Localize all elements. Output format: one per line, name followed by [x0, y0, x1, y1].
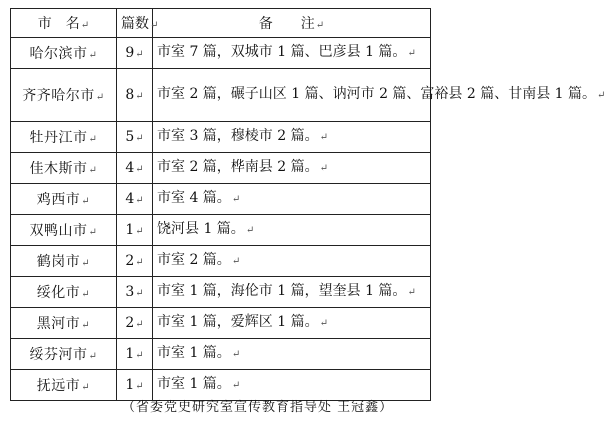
paragraph-mark-icon: ↵: [150, 20, 159, 31]
table-row: [11, 246, 431, 277]
notes-cell: [153, 69, 605, 122]
paragraph-mark-icon: ↵: [135, 257, 144, 268]
notes-text: 市室 7 篇，双城市 1 篇、巴彦县 1 篇。: [157, 44, 407, 60]
paragraph-mark-icon: ↵: [135, 288, 144, 299]
paragraph-mark-icon: ↵: [88, 50, 98, 61]
table-row: [11, 153, 431, 184]
notes-cell: [153, 38, 431, 69]
city-name: 绥化市: [36, 285, 81, 301]
paragraph-mark-icon: ↵: [88, 165, 98, 176]
article-count: 5: [125, 129, 135, 145]
article-count: 2: [125, 253, 135, 269]
notes-text: 市室 2 篇，桦南县 2 篇。: [157, 159, 319, 175]
count-cell: [117, 38, 153, 69]
notes-text: 饶河县 1 篇。: [157, 221, 245, 237]
header-cell-count: [117, 9, 159, 38]
paragraph-mark-icon: ↵: [88, 227, 98, 238]
notes-text: 市室 1 篇。: [157, 376, 231, 392]
city-cell: [11, 277, 117, 308]
notes-cell: [153, 277, 431, 308]
count-cell: [117, 246, 153, 277]
notes-cell: [153, 215, 431, 246]
city-cell: [11, 153, 117, 184]
notes-cell: [153, 246, 431, 277]
paragraph-mark-icon: ↵: [319, 132, 329, 143]
count-cell: [117, 122, 153, 153]
paragraph-mark-icon: ↵: [315, 20, 325, 31]
paragraph-mark-icon: ↵: [135, 195, 144, 206]
count-cell: [117, 308, 153, 339]
paragraph-mark-icon: ↵: [231, 380, 241, 391]
notes-text: 市室 1 篇，海伦市 1 篇，望奎县 1 篇。: [157, 283, 407, 299]
city-cell: [11, 308, 117, 339]
article-count: 1: [125, 222, 135, 238]
paragraph-mark-icon: ↵: [81, 196, 91, 207]
paragraph-mark-icon: ↵: [135, 49, 144, 60]
count-cell: [117, 69, 153, 122]
paragraph-mark-icon: ↵: [231, 256, 241, 267]
city-name: 绥芬河市: [29, 347, 88, 363]
city-name: 黑河市: [36, 316, 81, 332]
paragraph-mark-icon: ↵: [135, 319, 144, 330]
city-name: 牡丹江市: [29, 130, 88, 146]
article-count: 2: [125, 315, 135, 331]
paragraph-mark-icon: ↵: [407, 287, 416, 298]
notes-cell: [153, 153, 431, 184]
header-cell-notes: [153, 9, 431, 38]
city-cell: [11, 122, 117, 153]
paragraph-mark-icon: ↵: [81, 258, 91, 269]
paragraph-mark-icon: ↵: [135, 226, 144, 237]
paragraph-mark-icon: ↵: [135, 133, 144, 144]
city-name: 鸡西市: [36, 192, 81, 208]
paragraph-mark-icon: ↵: [597, 90, 605, 101]
header-notes-label: 备 注: [258, 16, 315, 32]
notes-text: 市室 2 篇，碾子山区 1 篇、讷河市 2 篇、富裕县 2 篇、甘南县 1 篇。: [157, 86, 597, 102]
paragraph-mark-icon: ↵: [95, 92, 105, 103]
article-count: 8: [125, 87, 135, 103]
article-count: 9: [125, 45, 135, 61]
table-header-row: [11, 9, 431, 38]
table-row: [11, 69, 431, 122]
city-name: 佳木斯市: [29, 161, 88, 177]
article-count: 3: [125, 284, 135, 300]
city-cell: [11, 184, 117, 215]
paragraph-mark-icon: ↵: [135, 381, 144, 392]
paragraph-mark-icon: ↵: [135, 164, 144, 175]
table-row: [11, 277, 431, 308]
city-cell: [11, 69, 117, 122]
paragraph-mark-icon: ↵: [135, 91, 144, 102]
city-cell: [11, 370, 117, 401]
table-row: [11, 38, 431, 69]
header-city-label: 市 名: [37, 16, 80, 32]
paragraph-mark-icon: ↵: [88, 134, 98, 145]
notes-cell: [153, 308, 431, 339]
city-cell: [11, 38, 117, 69]
notes-text: 市室 1 篇，爱辉区 1 篇。: [157, 314, 319, 330]
city-name: 鹤岗市: [36, 254, 81, 270]
notes-text: 市室 2 篇。: [157, 252, 231, 268]
notes-text: 市室 4 篇。: [157, 190, 231, 206]
paragraph-mark-icon: ↵: [81, 320, 91, 331]
paragraph-mark-icon: ↵: [231, 194, 241, 205]
table-row: [11, 215, 431, 246]
attribution-footer: （省委党史研究室宣传教育指导处 王冠鑫）: [122, 400, 394, 415]
paragraph-mark-icon: ↵: [407, 48, 416, 59]
table-row: [11, 308, 431, 339]
paragraph-mark-icon: ↵: [88, 351, 98, 362]
article-count: 4: [125, 191, 135, 207]
paragraph-mark-icon: ↵: [81, 289, 91, 300]
table-row: [11, 122, 431, 153]
city-cell: [11, 246, 117, 277]
count-cell: [117, 339, 153, 370]
count-cell: [117, 215, 153, 246]
city-cell: [11, 339, 117, 370]
paragraph-mark-icon: ↵: [319, 318, 329, 329]
notes-text: 市室 1 篇。: [157, 345, 231, 361]
paragraph-mark-icon: ↵: [80, 20, 90, 31]
city-cell: [11, 215, 117, 246]
header-count-label: 篇数: [121, 16, 149, 32]
paragraph-mark-icon: ↵: [231, 349, 241, 360]
city-name: 哈尔滨市: [29, 46, 88, 62]
article-count: 4: [125, 160, 135, 176]
city-name: 双鸭山市: [29, 223, 88, 239]
paragraph-mark-icon: ↵: [81, 382, 91, 393]
article-count: 1: [125, 377, 135, 393]
city-name: 齐齐哈尔市: [22, 88, 95, 104]
article-count: 1: [125, 346, 135, 362]
notes-cell: [153, 184, 431, 215]
count-cell: [117, 153, 153, 184]
paragraph-mark-icon: ↵: [245, 225, 255, 236]
notes-cell: [153, 122, 431, 153]
table-row: [11, 339, 431, 370]
header-cell-city: [11, 9, 117, 38]
paragraph-mark-icon: ↵: [135, 350, 144, 361]
notes-cell: [153, 339, 431, 370]
city-article-table: [10, 8, 605, 401]
count-cell: [117, 277, 153, 308]
table-row: [11, 184, 431, 215]
count-cell: [117, 184, 153, 215]
notes-text: 市室 3 篇，穆棱市 2 篇。: [157, 128, 319, 144]
paragraph-mark-icon: ↵: [319, 163, 329, 174]
city-name: 抚远市: [36, 378, 81, 394]
